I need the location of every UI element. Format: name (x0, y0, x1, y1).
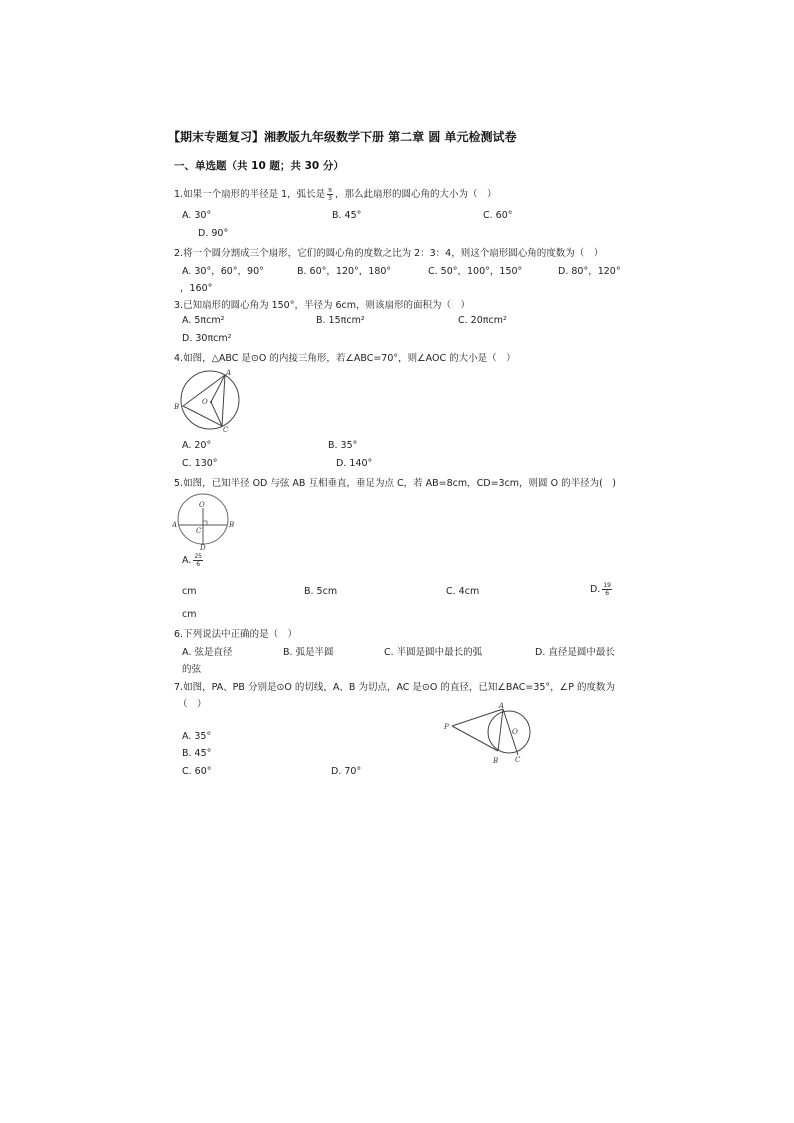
question-4-stem: 4.如图，△ABC 是⊙O 的内接三角形，若∠ABC=70°，则∠AOC 的大小是（ ） (174, 353, 516, 364)
tangent-pa (452, 709, 503, 726)
option-d-fraction (602, 582, 612, 597)
question-1-option-b: B. 45° (332, 210, 362, 221)
option-a-fraction (193, 553, 203, 568)
option-d-prefix: D. (590, 584, 601, 595)
label-c: C (196, 527, 202, 535)
question-3-option-a: A. 5πcm² (182, 315, 225, 326)
question-5-option-a (182, 553, 205, 568)
question-4-option-d: D. 140° (336, 458, 373, 469)
question-2-option-a: A. 30°，60°，90° (182, 266, 264, 277)
question-5-option-d (590, 582, 614, 597)
question-4-option-a: A. 20° (182, 440, 212, 451)
label-b: B (493, 757, 499, 765)
question-5-figure (172, 492, 236, 550)
question-7-option-c: C. 60° (182, 766, 212, 777)
fraction-denominator: 3 (328, 195, 332, 202)
question-2-option-d-continued: ，160° (180, 283, 213, 294)
question-2-option-b: B. 60°，120°，180° (297, 266, 392, 277)
label-c: C (223, 426, 229, 434)
question-4-figure (170, 366, 248, 434)
circle-o (488, 711, 530, 753)
arc-length-fraction (327, 187, 333, 202)
fraction-denominator: 6 (196, 561, 201, 568)
question-6-option-d-continued: 的弦 (182, 664, 202, 675)
label-a: A (499, 702, 505, 710)
question-4-option-c: C. 130° (182, 458, 218, 469)
question-7-stem: 7.如图，PA、PB 分别是⊙O 的切线，A、B 为切点，AC 是⊙O 的直径，已知∠BAC=35°，∠P 的度数为 (174, 682, 615, 693)
label-a: A (172, 521, 178, 529)
question-5-option-a-unit: cm (182, 586, 197, 597)
question-6-option-a: A. 弦是直径 (182, 647, 233, 658)
question-1-option-d: D. 90° (198, 228, 229, 239)
question-5-option-c: C. 4cm (446, 586, 480, 597)
question-1-stem (174, 186, 496, 202)
segment-oc (211, 402, 222, 426)
label-o: O (512, 728, 518, 736)
label-b: B (174, 403, 180, 411)
label-o: O (199, 501, 205, 509)
fraction-numerator: 25 (194, 553, 202, 560)
page-title: 【期末专题复习】湘教版九年级数学下册 第二章 圆 单元检测试卷 (168, 130, 517, 144)
question-7-option-a: A. 35° (182, 731, 212, 742)
chord-ab (498, 709, 503, 751)
question-1-option-a: A. 30° (182, 210, 212, 221)
question-3-stem: 3.已知扇形的圆心角为 150°，半径为 6cm，则该扇形的面积为（ ） (174, 300, 471, 311)
fraction-denominator: 6 (605, 590, 610, 597)
option-a-prefix: A. (182, 555, 192, 566)
question-3-option-c: C. 20πcm² (458, 315, 507, 326)
question-2-stem: 2.将一个圆分割成三个扇形，它们的圆心角的度数之比为 2：3：4，则这个扇形圆心角的度数为（ ） (174, 248, 604, 259)
segment-oa (211, 375, 225, 402)
question-7-option-b: B. 45° (182, 748, 212, 759)
label-a: A (226, 369, 232, 377)
section-heading: 一、单选题（共 10 题；共 30 分） (174, 160, 344, 172)
question-1-option-c: C. 60° (483, 210, 513, 221)
question-5-stem: 5.如图，已知半径 OD 与弦 AB 互相垂直，垂足为点 C，若 AB=8cm，CD=3cm，则圆 O 的半径为( ) (174, 478, 616, 489)
label-b: B (229, 521, 235, 529)
question-5-option-b: B. 5cm (304, 586, 338, 597)
question-7-option-d: D. 70° (331, 766, 362, 777)
label-d: D (200, 544, 206, 550)
question-2-option-c: C. 50°，100°，150° (428, 266, 523, 277)
fraction-numerator: 19 (603, 582, 611, 589)
center-point (210, 401, 212, 403)
question-6-option-d: D. 直径是圆中最长 (535, 647, 615, 658)
question-3-option-d: D. 30πcm² (182, 333, 232, 344)
question-6-stem: 6.下列说法中正确的是（ ） (174, 629, 298, 640)
tangent-pb (452, 726, 498, 751)
question-2-option-d: D. 80°，120° (558, 266, 621, 277)
question-4-option-b: B. 35° (328, 440, 358, 451)
right-angle-mark (203, 521, 207, 525)
question-6-option-c: C. 半圆是圆中最长的弧 (384, 647, 483, 658)
question-1-stem-b: ，那么此扇形的圆心角的大小为（ ） (334, 189, 497, 200)
question-3-option-b: B. 15πcm² (316, 315, 365, 326)
label-c: C (515, 756, 521, 764)
label-o: O (202, 398, 208, 406)
question-6-option-b: B. 弧是半圆 (283, 647, 334, 658)
question-7-stem-continued: （ ） (178, 699, 207, 710)
fraction-numerator: π (328, 187, 332, 194)
question-1-stem-a: 1.如果一个扇形的半径是 1，弧长是 (174, 189, 326, 200)
label-p: P (444, 723, 449, 731)
question-5-option-d-unit: cm (182, 609, 197, 620)
question-7-figure (440, 700, 540, 768)
